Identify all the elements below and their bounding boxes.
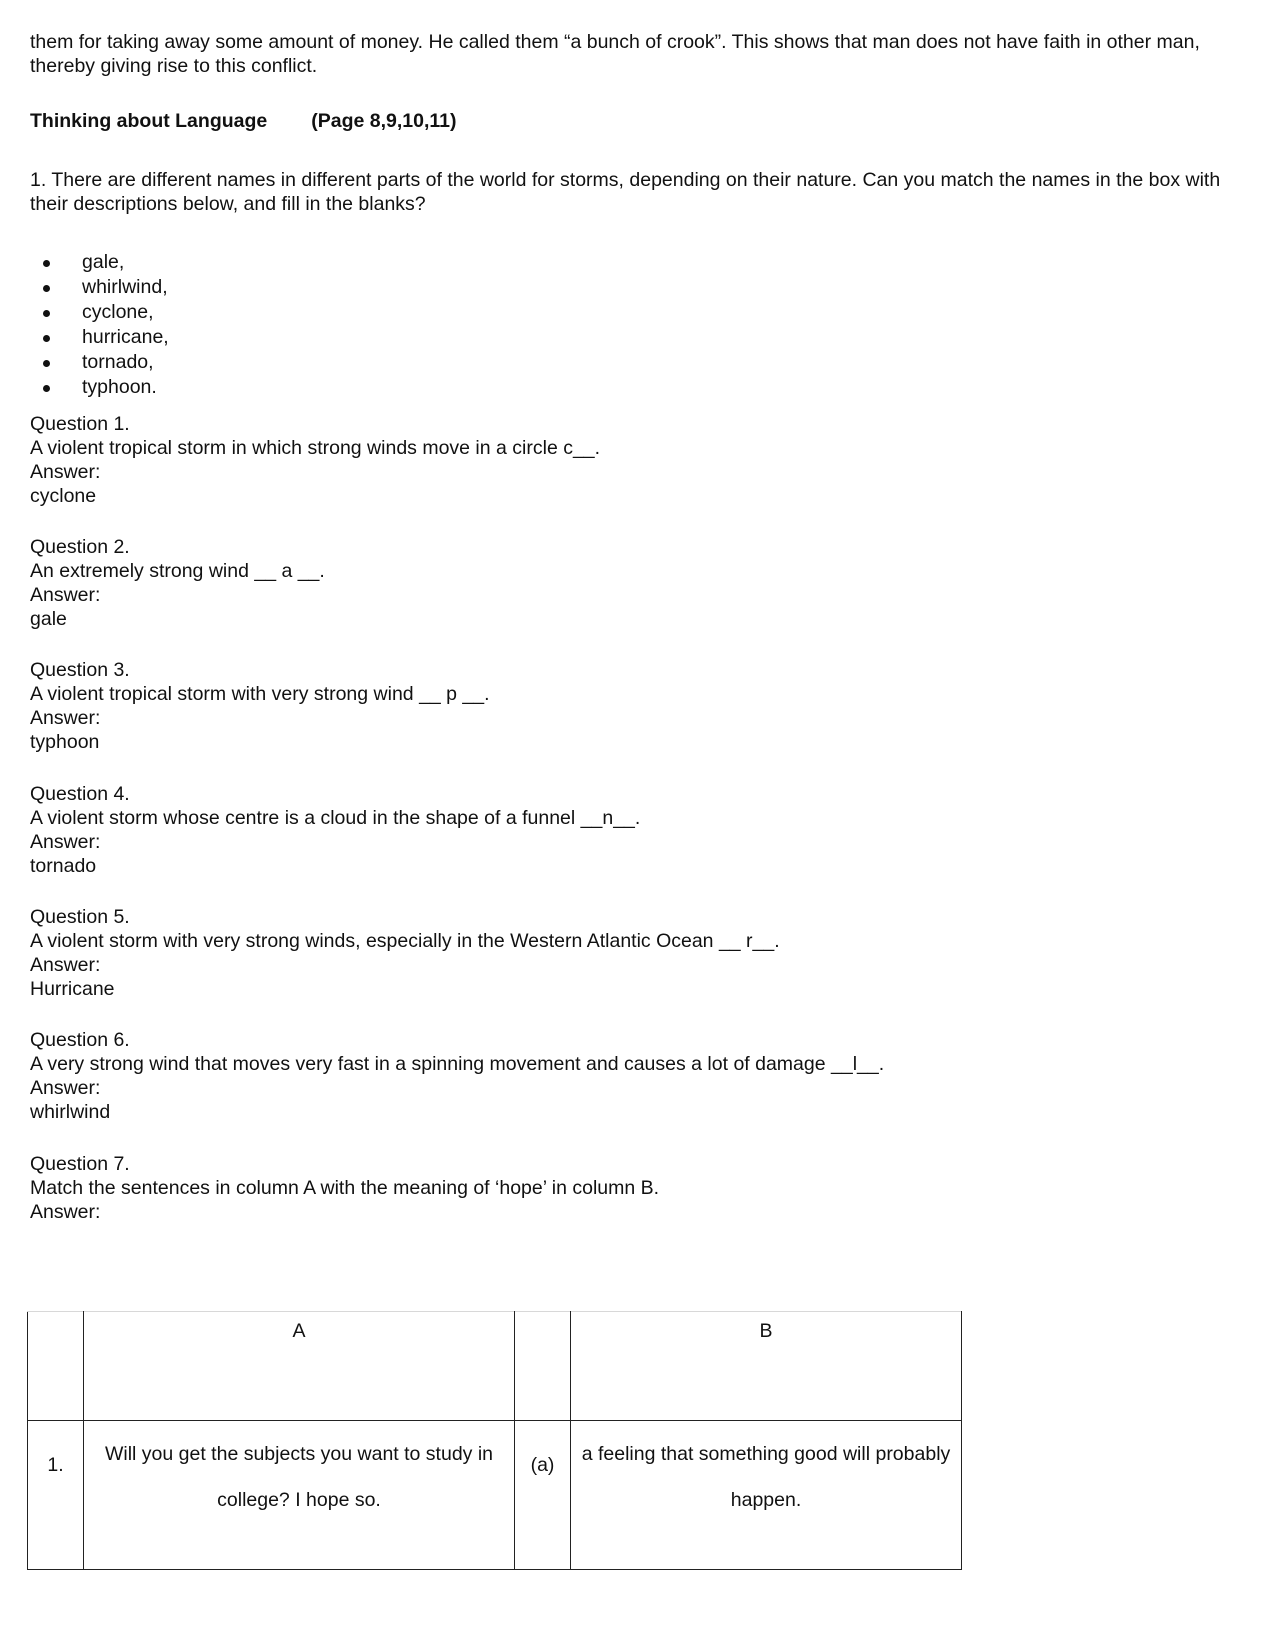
table-row xyxy=(28,1421,962,1570)
question-label: Question 6. xyxy=(30,1029,130,1051)
answer-text: Hurricane xyxy=(30,978,115,1000)
exercise-intro: 1. There are different names in different parts of the world for storms, depending on their nature. Can you match the names in the box with their descriptions below, and fill in the blanks? xyxy=(30,169,1221,215)
list-item: typhoon. xyxy=(30,375,169,400)
list-item: hurricane, xyxy=(30,325,169,350)
answer-label: Answer: xyxy=(30,1077,101,1099)
bullet-icon xyxy=(43,335,50,342)
question-label: Question 2. xyxy=(30,536,130,558)
bullet-icon xyxy=(43,385,50,392)
question-label: Question 5. xyxy=(30,906,130,928)
bullet-icon xyxy=(43,360,50,367)
question-text: An extremely strong wind __ a __. xyxy=(30,560,325,582)
question-text: A violent tropical storm with very strong wind __ p __. xyxy=(30,683,490,705)
list-item: cyclone, xyxy=(30,300,169,325)
question-6 xyxy=(30,1028,884,1124)
answer-text: whirlwind xyxy=(30,1101,111,1123)
header-cell-b: B xyxy=(571,1312,962,1421)
row-letter-cell xyxy=(515,1421,571,1570)
list-item: tornado, xyxy=(30,350,169,375)
question-text: A violent storm whose centre is a cloud in the shape of a funnel __n__. xyxy=(30,807,641,829)
question-label: Question 1. xyxy=(30,413,130,435)
answer-label: Answer: xyxy=(30,461,101,483)
question-text: A violent storm with very strong winds, especially in the Western Atlantic Ocean __ r__. xyxy=(30,930,780,952)
question-4 xyxy=(30,782,640,878)
question-label: Question 3. xyxy=(30,659,130,681)
answer-text: cyclone xyxy=(30,485,97,507)
bullet-icon xyxy=(43,260,50,267)
column-a-cell xyxy=(84,1421,515,1570)
column-a-text-line: college? I hope so. xyxy=(217,1489,381,1511)
bullet-icon xyxy=(43,285,50,292)
answer-label: Answer: xyxy=(30,954,101,976)
list-item: whirlwind, xyxy=(30,275,169,300)
question-1 xyxy=(30,412,600,508)
question-label: Question 7. xyxy=(30,1153,130,1175)
intro-paragraph: them for taking away some amount of money. He called them “a bunch of crook”. This shows that man does not have faith in other man, thereby giving rise to this conflict. xyxy=(30,31,1200,77)
header-cell-blank xyxy=(515,1312,571,1421)
question-5 xyxy=(30,905,780,1001)
question-2 xyxy=(30,535,325,631)
answer-text: typhoon xyxy=(30,731,100,753)
list-item: gale, xyxy=(30,250,169,275)
row-number-cell xyxy=(28,1421,84,1570)
match-table xyxy=(27,1311,962,1570)
question-text: A violent tropical storm in which strong winds move in a circle c__. xyxy=(30,437,601,459)
column-a-text-line: Will you get the subjects you want to study in xyxy=(104,1443,494,1465)
question-label: Question 4. xyxy=(30,783,130,805)
answer-label: Answer: xyxy=(30,707,101,729)
answer-text: gale xyxy=(30,608,67,630)
answer-label: Answer: xyxy=(30,1201,101,1223)
header-cell-blank xyxy=(28,1312,84,1421)
answer-label: Answer: xyxy=(30,584,101,606)
question-text: A very strong wind that moves very fast in a spinning movement and causes a lot of damage __l__. xyxy=(30,1053,885,1075)
question-3 xyxy=(30,658,490,754)
row-number: 1. xyxy=(47,1454,64,1476)
table-header-row xyxy=(28,1312,962,1421)
question-text: Match the sentences in column A with the meaning of ‘hope’ in column B. xyxy=(30,1177,660,1199)
bullet-icon xyxy=(43,310,50,317)
section-heading xyxy=(30,110,457,133)
word-box-list xyxy=(30,250,169,400)
answer-text: tornado xyxy=(30,855,97,877)
row-letter: (a) xyxy=(530,1454,555,1476)
column-b-text-line: happen. xyxy=(730,1489,802,1511)
header-cell-a: A xyxy=(84,1312,515,1421)
question-7 xyxy=(30,1152,659,1224)
column-b-text-line: a feeling that something good will probably xyxy=(581,1443,951,1465)
answer-label: Answer: xyxy=(30,831,101,853)
column-b-cell xyxy=(571,1421,962,1570)
section-title: Thinking about Language xyxy=(30,110,268,132)
section-pages: (Page 8,9,10,11) xyxy=(311,110,457,132)
